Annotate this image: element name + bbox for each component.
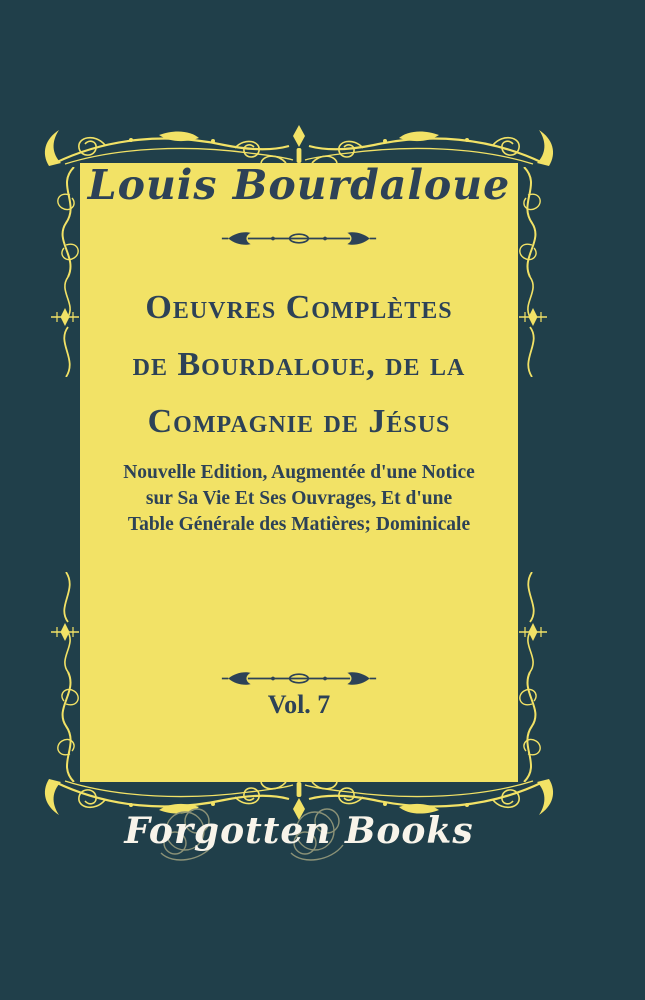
- right-bottom-scroll-ornament: [516, 572, 550, 782]
- double-arrow-divider-icon: [220, 229, 378, 248]
- title-line-3: Compagnie de Jésus: [147, 403, 451, 440]
- double-arrow-divider-icon: [220, 669, 378, 688]
- author-name: Louis Bourdaloue: [87, 161, 511, 209]
- subtitle-line-3: Table Générale des Matières; Dominicale: [127, 514, 471, 535]
- subtitle-line-2: sur Sa Vie Et Ses Ouvrages, Et d'une: [145, 488, 453, 509]
- right-top-scroll-ornament: [516, 167, 550, 377]
- left-bottom-scroll-ornament: [48, 572, 82, 782]
- book-title: [80, 279, 518, 450]
- cover-panel: [80, 163, 518, 782]
- left-top-scroll-ornament: [48, 167, 82, 377]
- volume-label: Vol. 7: [267, 690, 331, 719]
- publisher-logo: [80, 810, 518, 852]
- title-line-1: Oeuvres Complètes: [145, 289, 453, 326]
- subtitle-line-1: Nouvelle Edition, Augmentée d'une Notice: [123, 462, 475, 483]
- book-subtitle: [88, 460, 510, 538]
- title-line-2: de Bourdaloue, de la: [132, 346, 466, 383]
- publisher-logo-text: Forgotten Books: [124, 810, 474, 852]
